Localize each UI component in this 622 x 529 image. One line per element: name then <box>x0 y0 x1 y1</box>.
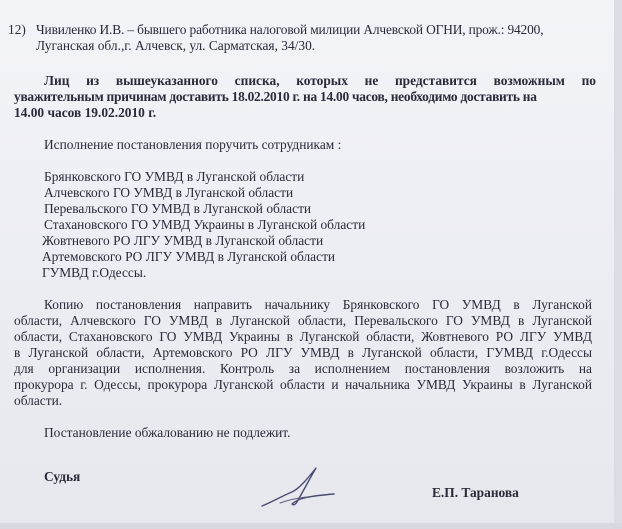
copy-paragraph-line: области. <box>14 393 63 408</box>
department-item: Артемовского РО ЛГУ УМВД в Луганской области <box>42 249 336 264</box>
notice-line-1: Лиц из вышеуказанного списка, которых не представится возможным по <box>44 73 596 88</box>
item-12-line-1: Чивиленко И.В. – бывшего работника налоговой милиции Алчевской ОГНИ, прож.: 94200, <box>36 22 544 37</box>
copy-paragraph-line: Копию постановления направить начальнику Брянковского ГО УМВД в Луганской <box>44 297 592 312</box>
department-item: Перевальского ГО УМВД в Луганской области <box>44 201 312 216</box>
department-item: ГУМВД г.Одессы. <box>42 265 147 280</box>
department-item: Брянковского ГО УМВД в Луганской области <box>44 169 305 184</box>
copy-paragraph-line: области, Алчевского ГО УМВД в Луганской области, Перевальского ГО УМВД в Луганской <box>14 313 592 328</box>
notice-line-2: уважительным причинам доставить 18.02.2010 г. на 14.00 часов, необходимо доставить на <box>14 89 537 104</box>
copy-paragraph-line: области, Стахановского ГО УМВД Украины в Луганской области, Жовтневого РО ЛГУ УМВД <box>14 329 592 344</box>
judge-label: Судья <box>44 469 81 484</box>
page-edge <box>0 523 622 529</box>
copy-paragraph-line: прокурора г. Одессы, прокурора Луганской области и начальника УМВД Украины в Луганской <box>14 377 592 392</box>
copy-paragraph-line: в Луганской области, Артемовского РО ЛГУ УМВД в Луганской области, ГУМВД г.Одессы <box>14 345 592 360</box>
department-item: Жовтневого РО ЛГУ УМВД в Луганской области <box>42 233 324 248</box>
copy-paragraph-line: для организации исполнения. Контроль за исполнением постановления возложить на <box>14 361 592 376</box>
assign-intro: Исполнение постановления поручить сотрудникам : <box>44 137 342 152</box>
notice-line-3: 14.00 часов 19.02.2010 г. <box>14 105 157 120</box>
department-item: Алчевского ГО УМВД в Луганской области <box>44 185 294 200</box>
department-item: Стахановского ГО УМВД Украины в Луганской области <box>44 217 366 232</box>
item-number: 12) <box>8 22 26 37</box>
handwritten-signature <box>258 462 338 512</box>
item-12-line-2: Луганская обл.,г. Алчевск, ул. Сарматская, 34/30. <box>36 38 316 53</box>
judge-name: Е.П. Таранова <box>432 485 519 500</box>
no-appeal-statement: Постановление обжалованию не подлежит. <box>44 425 291 440</box>
page-edge <box>614 0 622 529</box>
